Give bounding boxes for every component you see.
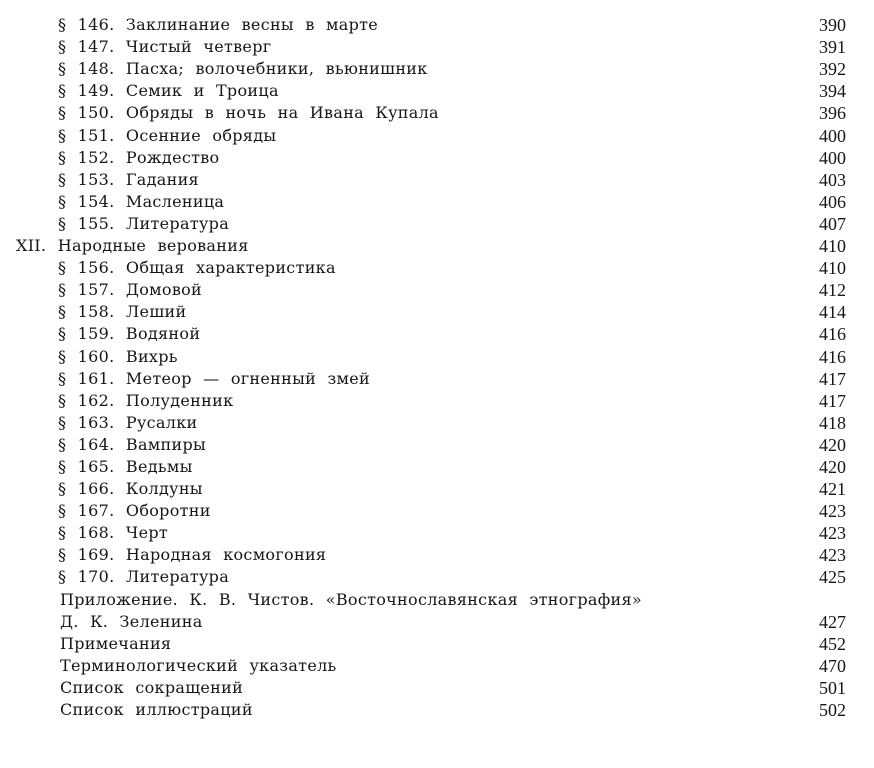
toc-entry-title: § 165. Ведьмы — [58, 456, 193, 476]
dot-leader — [179, 633, 806, 655]
toc-entry-page-number: 418 — [819, 412, 846, 433]
dot-leader — [378, 368, 806, 390]
dot-leader — [334, 544, 806, 566]
toc-entry-page-number: 452 — [819, 633, 846, 654]
dot-leader — [228, 147, 807, 169]
toc-entry-title: § 152. Рождество — [58, 147, 220, 167]
toc-entry-title: § 147. Чистый четверг — [58, 37, 272, 57]
toc-entry-page-number: 502 — [819, 700, 846, 720]
toc-entry-title: § 149. Семик и Троица — [58, 81, 279, 101]
toc-entry-title: § 158. Леший — [58, 302, 187, 322]
toc-entry-page-number: 406 — [819, 191, 846, 212]
dot-leader — [284, 125, 806, 147]
dot-leader — [210, 279, 806, 301]
toc-entry-title: § 167. Оборотни — [58, 501, 211, 521]
toc-entry-section — [0, 169, 874, 191]
toc-entry-title: Примечания — [60, 633, 172, 653]
toc-entry-page-number: 400 — [819, 147, 846, 168]
toc-entry-section — [0, 368, 874, 390]
toc-entry-section — [0, 213, 874, 235]
toc-entry-title: § 161. Метеор — огненный змей — [58, 368, 370, 388]
toc-entry-page-number: 391 — [819, 37, 846, 58]
toc-entry-title: § 166. Колдуны — [58, 479, 203, 499]
toc-entry-page-number: 414 — [819, 302, 846, 323]
toc-entry-title: § 159. Водяной — [58, 324, 201, 344]
toc-entry-appendix — [0, 611, 874, 633]
toc-entry-section — [0, 478, 874, 500]
toc-entry-page-number: 416 — [819, 346, 846, 367]
toc-entry-title: Список иллюстраций — [60, 700, 253, 719]
toc-entry-page-number: 417 — [819, 368, 846, 389]
toc-entry-title: Список сокращений — [60, 677, 244, 697]
toc-entry-page-number: 410 — [819, 258, 846, 279]
dot-leader — [344, 257, 806, 279]
toc-entry-appendix — [0, 677, 874, 699]
toc-entry-page-number: 416 — [819, 324, 846, 345]
dot-leader — [287, 80, 806, 102]
toc-entry-section — [0, 257, 874, 279]
toc-entry-title: § 155. Литература — [58, 213, 230, 233]
toc-entry-page-number: 417 — [819, 390, 846, 411]
toc-entry-section — [0, 390, 874, 412]
toc-entry-section — [0, 544, 874, 566]
toc-entry-title: XII. Народные верования — [16, 236, 249, 256]
toc-entry-title: § 157. Домовой — [58, 280, 203, 300]
toc-entry-section — [0, 500, 874, 522]
toc-entry-section — [0, 279, 874, 301]
toc-entry-page-number: 420 — [819, 434, 846, 455]
dot-leader — [279, 36, 806, 58]
toc-entry-page-number: 390 — [819, 15, 846, 36]
toc-entry-page-number: 392 — [819, 59, 846, 80]
dot-leader — [232, 191, 806, 213]
toc-entry-section — [0, 58, 874, 80]
dot-leader — [214, 434, 806, 456]
toc-entry-page-number: 412 — [819, 280, 846, 301]
toc-entry-page-number: 403 — [819, 169, 846, 190]
dot-leader — [237, 566, 806, 588]
toc-entry-appendix — [0, 699, 874, 721]
dot-leader — [211, 478, 806, 500]
dot-leader — [207, 169, 806, 191]
toc-entry-title: § 146. Заклинание весны в марте — [58, 15, 379, 35]
toc-entry-page-number: 400 — [819, 125, 846, 146]
dot-leader — [186, 346, 806, 368]
toc-entry-section — [0, 456, 874, 478]
dot-leader — [194, 301, 806, 323]
toc-entry-section — [0, 301, 874, 323]
toc-entry-appendix — [0, 588, 874, 610]
toc-entry-page-number: 423 — [819, 545, 846, 566]
toc-entry-section — [0, 191, 874, 213]
toc-entry-title: Д. К. Зеленина — [60, 611, 203, 631]
toc-entry-title: § 164. Вампиры — [58, 434, 207, 454]
toc-entry-section — [0, 412, 874, 434]
toc-entry-title: § 156. Общая характеристика — [58, 258, 336, 278]
toc-entry-page-number: 470 — [819, 655, 846, 676]
toc-entry-section — [0, 345, 874, 367]
toc-entry-appendix — [0, 655, 874, 677]
toc-entry-title: Терминологический указатель — [60, 655, 337, 675]
toc-entry-title: § 160. Вихрь — [58, 346, 178, 366]
toc-entry-title: § 150. Обряды в ночь на Ивана Купала — [58, 103, 439, 123]
toc-entry-title: § 148. Пасха; волочебники, вьюнишник — [58, 59, 428, 79]
toc-entry-title: § 162. Полуденник — [58, 390, 234, 410]
toc-entry-page-number: 410 — [819, 236, 846, 257]
toc-entry-page-number: 394 — [819, 81, 846, 102]
dot-leader — [261, 699, 806, 721]
toc-entry-chapter — [0, 235, 874, 257]
toc-entry-appendix — [0, 633, 874, 655]
toc-entry-section — [0, 434, 874, 456]
dot-leader — [251, 677, 806, 699]
toc-entry-title: § 151. Осенние обряды — [58, 125, 277, 145]
toc-entry-title: § 170. Литература — [58, 567, 230, 587]
toc-entry-section — [0, 522, 874, 544]
toc-entry-page-number: 501 — [819, 677, 846, 698]
dot-leader — [219, 500, 806, 522]
toc-entry-title: § 169. Народная космогония — [58, 545, 327, 565]
dot-leader — [208, 323, 806, 345]
dot-leader — [386, 14, 806, 36]
dot-leader — [237, 213, 806, 235]
toc-entry-page-number: 423 — [819, 523, 846, 544]
dot-leader — [241, 390, 806, 412]
toc-entry-page-number: 407 — [819, 213, 846, 234]
toc-entry-page-number: 421 — [819, 479, 846, 500]
toc-entry-section — [0, 566, 874, 588]
toc-entry-title: § 168. Черт — [58, 523, 169, 543]
toc-entry-title: Приложение. К. В. Чистов. «Восточнославянская этнография» — [60, 589, 643, 609]
dot-leader — [447, 102, 806, 124]
dot-leader — [650, 589, 806, 611]
dot-leader — [201, 456, 806, 478]
toc-entry-page-number: 420 — [819, 456, 846, 477]
toc-entry-section — [0, 102, 874, 124]
toc-entry-section — [0, 80, 874, 102]
dot-leader — [206, 412, 806, 434]
toc-entry-section — [0, 323, 874, 345]
toc-entry-title: § 163. Русалки — [58, 412, 198, 432]
toc-entry-page-number: 423 — [819, 501, 846, 522]
toc-entry-page-number: 427 — [819, 611, 846, 632]
dot-leader — [345, 655, 806, 677]
dot-leader — [211, 611, 806, 633]
toc-entry-title: § 154. Масленица — [58, 191, 225, 211]
toc-entry-page-number: 425 — [819, 567, 846, 588]
table-of-contents — [0, 14, 874, 721]
toc-entry-title: § 153. Гадания — [58, 169, 199, 189]
toc-entry-section — [0, 36, 874, 58]
toc-entry-page-number: 396 — [819, 103, 846, 124]
toc-entry-section — [0, 124, 874, 146]
dot-leader — [257, 235, 806, 257]
toc-entry-section — [0, 14, 874, 36]
dot-leader — [436, 58, 806, 80]
dot-leader — [176, 522, 806, 544]
toc-entry-section — [0, 147, 874, 169]
